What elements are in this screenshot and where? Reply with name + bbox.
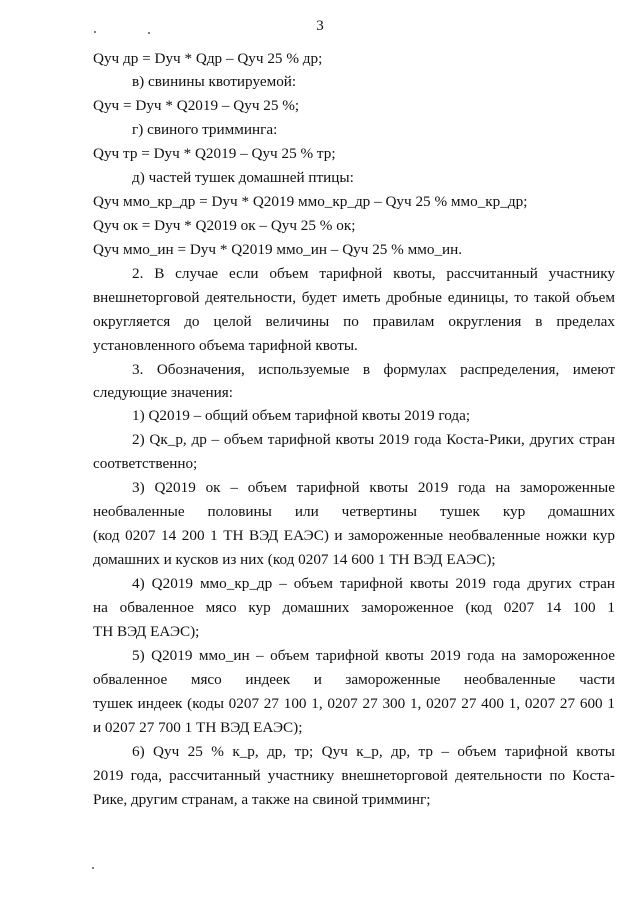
formula-line: Qуч тр = Dуч * Q2019 – Qуч 25 % тр; (93, 145, 336, 162)
paragraph-line: установленного объема тарифной квоты. (93, 337, 358, 354)
paragraph-line: внешнеторговой деятельности, будет иметь дробные единицы, то такой объем (93, 289, 615, 306)
subheading: г) свиного тримминга: (132, 121, 278, 138)
definition-line: на обваленное мясо кур домашних замороженное (код 0207 14 100 1 (93, 599, 615, 616)
definition-line: домашних и кусков из них (код 0207 14 600 1 ТН ВЭД ЕАЭС); (93, 551, 496, 568)
definition-line: (код 0207 14 200 1 ТН ВЭД ЕАЭС) и замороженные необваленные ножки кур (93, 527, 615, 544)
definition-line: 2019 года, рассчитанный участнику внешнеторговой деятельности по Коста- (93, 767, 615, 784)
formula-line: Qуч ммо_кр_др = Dуч * Q2019 ммо_кр_др – Qуч 25 % ммо_кр_др; (93, 193, 528, 210)
definition-line: обваленное мясо индеек и замороженные необваленные части (93, 671, 615, 688)
paragraph-line: округляется до целой величины по правилам округления в пределах (93, 313, 615, 330)
paragraph-line: 3. Обозначения, используемые в формулах распределения, имеют (132, 361, 615, 378)
definition-line: тушек индеек (коды 0207 27 100 1, 0207 27 300 1, 0207 27 400 1, 0207 27 600 1 (93, 695, 615, 712)
definition-line: Рике, другим странам, а также на свиной тримминг; (93, 791, 431, 808)
scan-speck (94, 31, 96, 33)
subheading: в) свинины квотируемой: (132, 73, 297, 90)
definition-line: соответственно; (93, 455, 198, 472)
formula-line: Qуч др = Dуч * Qдр – Qуч 25 % др; (93, 50, 323, 67)
definition-line: 1) Q2019 – общий объем тарифной квоты 2019 года; (132, 407, 471, 424)
definition-line: 3) Q2019 ок – объем тарифной квоты 2019 года на замороженные (132, 479, 615, 496)
definition-line: необваленные половины или четвертины тушек кур домашних (93, 503, 615, 520)
formula-line: Qуч = Dуч * Q2019 – Qуч 25 %; (93, 97, 300, 114)
formula-line: Qуч ммо_ин = Dуч * Q2019 ммо_ин – Qуч 25 % ммо_ин. (93, 241, 463, 258)
formula-line: Qуч ок = Dуч * Q2019 ок – Qуч 25 % ок; (93, 217, 356, 234)
definition-line: и 0207 27 700 1 ТН ВЭД ЕАЭС); (93, 719, 303, 736)
page-number: 3 (316, 18, 324, 34)
paragraph-line: 2. В случае если объем тарифной квоты, рассчитанный участнику (132, 265, 615, 282)
scan-speck (148, 32, 150, 34)
definition-line: ТН ВЭД ЕАЭС); (93, 623, 200, 640)
definition-line: 6) Qуч 25 % к_р, др, тр; Qуч к_р, др, тр – объем тарифной квоты (132, 743, 615, 760)
definition-line: 4) Q2019 ммо_кр_др – объем тарифной квоты 2019 года других стран (132, 575, 615, 592)
scan-speck (92, 867, 94, 869)
definition-line: 5) Q2019 ммо_ин – объем тарифной квоты 2019 года на замороженное (132, 647, 615, 664)
subheading: д) частей тушек домашней птицы: (132, 169, 354, 186)
definition-line: 2) Qк_р, др – объем тарифной квоты 2019 года Коста-Рики, других стран (132, 431, 615, 448)
paragraph-line: следующие значения: (93, 384, 233, 401)
